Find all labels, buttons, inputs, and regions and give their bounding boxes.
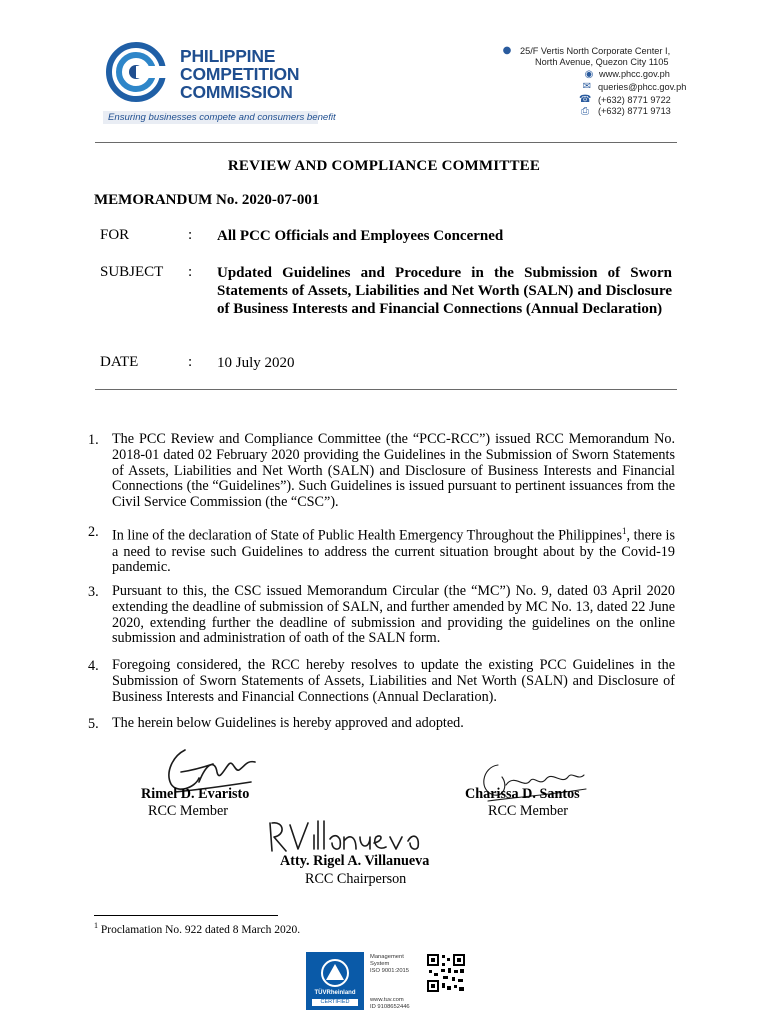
badge-label: CERTIFIED xyxy=(312,999,358,1006)
date-value: 10 July 2020 xyxy=(217,355,295,371)
signatory-name-villanueva: Atty. Rigel A. Villanueva xyxy=(280,853,430,869)
location-icon: ● xyxy=(502,45,512,56)
org-name-line-1: PHILIPPINE xyxy=(180,46,276,66)
fax-icon: ⎙ xyxy=(581,106,589,117)
subject-colon: : xyxy=(188,264,193,280)
list-item-number: 4. xyxy=(88,658,99,674)
cert-site: www.tuv.com xyxy=(370,997,404,1003)
mail-icon: ✉ xyxy=(582,81,592,92)
footnote-ref: 1 xyxy=(621,526,627,536)
list-item-number: 3. xyxy=(88,584,99,600)
signatory-role-evaristo: RCC Member xyxy=(148,803,228,819)
for-label: FOR xyxy=(100,227,130,243)
signatory-role-villanueva: RCC Chairperson xyxy=(305,871,407,887)
org-name-line-3: COMMISSION xyxy=(180,82,293,102)
signatory-name-santos: Charissa D. Santos xyxy=(465,786,580,802)
list-item-number: 5. xyxy=(88,716,99,732)
for-value: All PCC Officials and Employees Concerned xyxy=(217,228,504,244)
subject-label: SUBJECT xyxy=(100,264,164,280)
cert-id: ID 9108652446 xyxy=(370,1004,410,1010)
signatory-name-evaristo: Rimel D. Evaristo xyxy=(141,786,250,802)
tagline: Ensuring businesses compete and consumers benefit xyxy=(108,112,336,123)
badge-brand: TÜVRheinland xyxy=(314,990,356,996)
cert-standard: ISO 9001:2015 xyxy=(370,968,409,974)
cert-system-line-1: Management xyxy=(370,954,404,960)
fax: (+632) 8771 9713 xyxy=(598,106,671,116)
memo-number: MEMORANDUM No. 2020-07-001 xyxy=(94,192,320,208)
committee-title: REVIEW AND COMPLIANCE COMMITTEE xyxy=(227,158,541,174)
list-item-text: Pursuant to this, the CSC issued Memorandum Circular (the “MC”) No. 9, dated 03 April 2020 extending the deadline of submission of SALN, and further amended by MC No. 13, dated 22 June 2020, extending further the deadline of submission and providing the guidelines on the online submission and administration of oath of the SALN form. xyxy=(112,583,675,647)
email: queries@phcc.gov.ph xyxy=(598,82,687,92)
list-item-text: In line of the declaration of State of Public Health Emergency Throughout the Philippines$^1$, there is a need to revise such Guidelines to address the current situation brought about by the Covid-19 pandemic. xyxy=(112,526,675,576)
globe-icon: ◉ xyxy=(584,69,594,80)
phone: (+632) 8771 9722 xyxy=(598,95,671,105)
for-colon: : xyxy=(188,227,193,243)
memo-header-divider xyxy=(95,389,677,390)
list-item-text: The PCC Review and Compliance Committee (the “PCC-RCC”) issued RCC Memorandum No. 2018-01 dated 02 February 2020 providing the Guidelines in the Submission of Sworn Statements of Assets, Liabilities and Net Worth (SALN) and Disclosure of Business Interests and Financial Connections (the “Guidelines”). Such Guidelines is issued pursuant to pertinent issuances from the Civil Service Commission (the “CSC”). xyxy=(112,431,675,511)
pcc-logo xyxy=(106,42,166,102)
org-name-line-2: COMPETITION xyxy=(180,64,300,84)
phone-icon: ☎ xyxy=(579,94,592,105)
list-item-number: 1. xyxy=(88,432,99,448)
address-line-2: North Avenue, Quezon City 1105 xyxy=(535,57,669,67)
website: www.phcc.gov.ph xyxy=(599,69,670,79)
tuv-triangle-icon xyxy=(320,958,350,988)
list-item-number: 2. xyxy=(88,524,99,540)
qr-code-icon xyxy=(426,953,466,993)
cert-system-line-2: System xyxy=(370,961,390,967)
tuv-certified-badge xyxy=(306,952,364,1010)
subject-value: Updated Guidelines and Procedure in the Submission of Sworn Statements of Assets, Liabilities and Net Worth (SALN) and Disclosure of Business Interests and Financial Connections (Annual Declaration) xyxy=(217,265,672,317)
date-colon: : xyxy=(188,354,193,370)
footnote-divider xyxy=(94,915,278,916)
signatory-role-santos: RCC Member xyxy=(488,803,568,819)
footnote: $^1$ Proclamation No. 922 dated 8 March 2020. xyxy=(94,921,301,936)
address-line-1: 25/F Vertis North Corporate Center I, xyxy=(520,46,671,56)
date-label: DATE xyxy=(100,354,139,370)
header-divider xyxy=(95,142,677,143)
list-item-text: Foregoing considered, the RCC hereby resolves to update the existing PCC Guidelines in the Submission of Sworn Statements of Assets, Liabilities and Net Worth (SALN) and Disclosure of Business Interests and Financial Connections (Annual Declaration). xyxy=(112,657,675,705)
list-item-text: The herein below Guidelines is hereby approved and adopted. xyxy=(112,715,464,731)
